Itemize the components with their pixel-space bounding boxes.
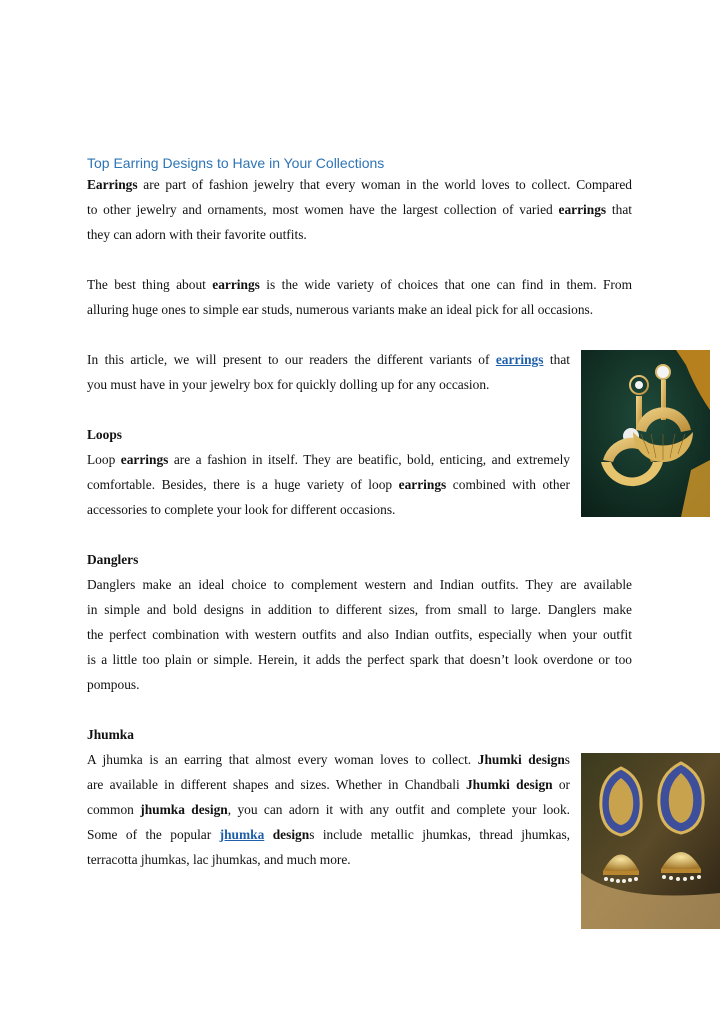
text-run: to other jewelry and ornaments, most women have the largest collection of varied (87, 202, 559, 217)
paragraph-article-line-2: you must have in your jewelry box for quickly dolling up for any occasion. (87, 377, 490, 392)
loops-line-2 (87, 477, 570, 493)
bold-term: earrings (212, 277, 260, 292)
jhumka-line-3 (87, 802, 570, 818)
text-run: comfortable. Besides, there is a huge variety of loop (87, 477, 399, 492)
text-run: , you can adorn it with any outfit and complete your look. (227, 802, 571, 817)
text-run: common (87, 802, 141, 817)
text-run: The best thing about (87, 277, 213, 292)
paragraph-article-line-1 (87, 352, 570, 368)
bold-term: earrings (558, 202, 607, 217)
loop-earrings-illustration (581, 350, 710, 517)
danglers-line-3: the perfect combination with western outfits and also Indian outfits, especially when your outfit (87, 627, 632, 642)
document-title: Top Earring Designs to Have in Your Collections (87, 155, 385, 171)
jhumka-earrings-image (581, 753, 720, 929)
bold-term: earrings (398, 477, 447, 492)
jhumka-line-1 (87, 752, 570, 768)
text-run: are part of fashion jewelry that every woman in the world loves to collect. Compared (137, 177, 632, 192)
loop-earrings-image (581, 350, 710, 517)
danglers-line-5: pompous. (87, 677, 140, 692)
text-run: that (543, 352, 570, 367)
danglers-line-2: in simple and bold designs in addition to different sizes, from small to large. Danglers make (87, 602, 632, 617)
bold-term: Earrings (87, 177, 138, 192)
text-run: Some of the popular (87, 827, 220, 842)
loops-line-3: accessories to complete your look for different occasions. (87, 502, 396, 517)
text-run: that (606, 202, 632, 217)
text-run: or (552, 777, 570, 792)
text-run: s (564, 752, 570, 767)
text-run: are available in different shapes and sizes. Whether in Chandbali (87, 777, 466, 792)
section-heading-loops: Loops (87, 427, 122, 442)
paragraph-variety-line-1 (87, 277, 632, 293)
jhumka-line-4 (87, 827, 570, 843)
text-run: A jhumka is an earring that almost every woman loves to collect. (87, 752, 478, 767)
danglers-line-4: is a little too plain or simple. Herein, it adds the perfect spark that doesn’t look overdone or too (87, 652, 632, 667)
paragraph-intro-line-1 (87, 177, 632, 193)
text-run: In this article, we will present to our readers the different variants of (87, 352, 496, 367)
jhumka-line-5: terracotta jhumkas, lac jhumkas, and much more. (87, 852, 351, 867)
earrings-link[interactable]: earrings (495, 352, 544, 367)
jhumka-earrings-illustration (581, 753, 720, 929)
jhumka-line-2 (87, 777, 570, 793)
bold-term: earrings (120, 452, 169, 467)
bold-term: Jhumki design (465, 777, 553, 792)
paragraph-variety-line-2: alluring huge ones to simple ear studs, numerous variants make an ideal pick for all occasions. (87, 302, 594, 317)
bold-term: design (272, 827, 310, 842)
section-heading-danglers: Danglers (87, 552, 139, 567)
section-heading-jhumka: Jhumka (87, 727, 134, 742)
paragraph-intro-line-2 (87, 202, 632, 218)
loops-line-1 (87, 452, 570, 468)
bold-term: Jhumki design (477, 752, 565, 767)
text-run: combined with other (446, 477, 570, 492)
text-run: are a fashion in itself. They are beatific, bold, enticing, and extremely (168, 452, 570, 467)
danglers-line-1: Danglers make an ideal choice to complement western and Indian outfits. They are available (87, 577, 632, 592)
text-run: is the wide variety of choices that one can find in them. From (259, 277, 632, 292)
paragraph-intro-line-3: they can adorn with their favorite outfits. (87, 227, 307, 242)
text-run: Loop (87, 452, 121, 467)
bold-term: jhumka design (140, 802, 228, 817)
text-run: s include metallic jhumkas, thread jhumkas, (309, 827, 570, 842)
jhumka-link[interactable]: jhumka (219, 827, 265, 842)
